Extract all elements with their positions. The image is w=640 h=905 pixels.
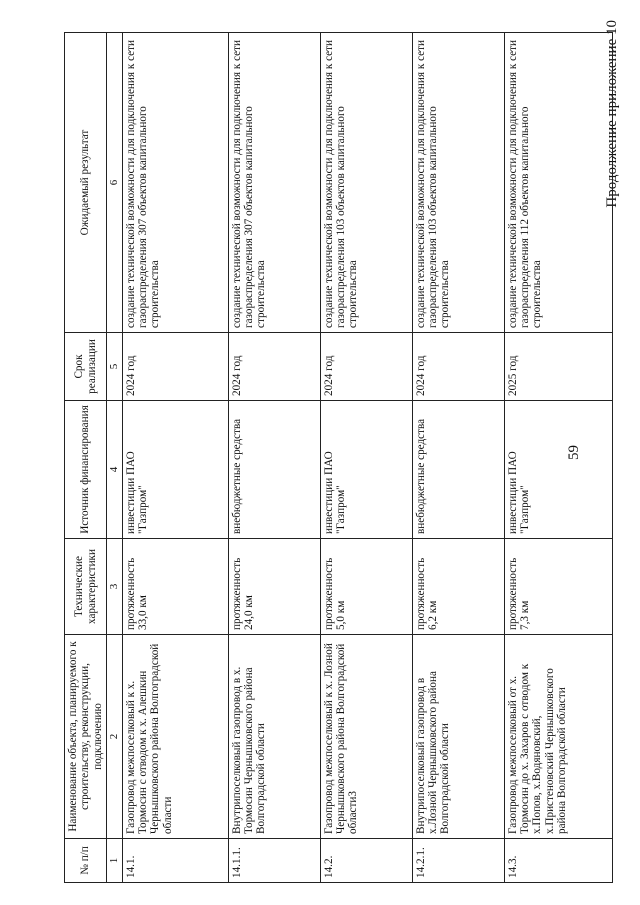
page-number: 59 xyxy=(566,445,582,460)
funding-source-cell: инвестиции ПАО "Газпром" xyxy=(504,401,612,539)
table-row xyxy=(122,33,228,883)
header-num: № п/п xyxy=(65,839,107,883)
object-name-cell: Газопровод межпоселковый к х. Лозной Чернышковского района Волгоградской области3 xyxy=(320,635,412,839)
result-cell: создание технической возможности для подключения к сети газораспределения 112 объектов капитального строительства xyxy=(504,33,612,333)
row-number-cell: 14.2.1. xyxy=(412,839,504,883)
tech-specs-cell: протяженность 7,3 км xyxy=(504,539,612,635)
row-number-cell: 14.1.1. xyxy=(228,839,320,883)
term-cell: 2024 год xyxy=(412,333,504,401)
tech-specs-cell: протяженность 24,0 км xyxy=(228,539,320,635)
table-body xyxy=(122,33,612,883)
header-term: Срок реализации xyxy=(65,333,107,401)
column-number: 1 xyxy=(107,839,122,883)
tech-specs-cell: протяженность 6,2 км xyxy=(412,539,504,635)
header-result: Ожидаемый результат xyxy=(65,33,107,333)
funding-source-cell: внебюджетные средства xyxy=(228,401,320,539)
result-cell: создание технической возможности для подключения к сети газораспределения 307 объектов капитального строительства xyxy=(122,33,228,333)
funding-source-cell: инвестиции ПАО "Газпром" xyxy=(320,401,412,539)
table-row xyxy=(320,33,412,883)
column-number: 5 xyxy=(107,333,122,401)
table-row xyxy=(504,33,612,883)
row-number-cell: 14.1. xyxy=(122,839,228,883)
term-cell: 2024 год xyxy=(320,333,412,401)
tech-specs-cell: протяженность 33,0 км xyxy=(122,539,228,635)
term-cell: 2024 год xyxy=(228,333,320,401)
result-cell: создание технической возможности для подключения к сети газораспределения 307 объектов капитального строительства xyxy=(228,33,320,333)
column-number-row xyxy=(107,33,122,883)
tech-specs-cell: протяженность 5,0 км xyxy=(320,539,412,635)
funding-source-cell: инвестиции ПАО "Газпром" xyxy=(122,401,228,539)
header-row xyxy=(65,33,107,883)
object-name-cell: Газопровод межпоселковый от х. Тормосин до х. Захаров с отводом к х.Попов, х.Водяновский, х.Пристеновский Чернышковского района Волгоградской области xyxy=(504,635,612,839)
header-object-name: Наименование объекта, планируемого к строительству, реконструкции, подключению xyxy=(65,635,107,839)
result-cell: создание технической возможности для подключения к сети газораспределения 103 объектов капитального строительства xyxy=(412,33,504,333)
funding-source-cell: внебюджетные средства xyxy=(412,401,504,539)
column-number: 2 xyxy=(107,635,122,839)
column-number: 4 xyxy=(107,401,122,539)
row-number-cell: 14.3. xyxy=(504,839,612,883)
object-name-cell: Внутрипоселковый газопровод в х. Тормосин Чернышковского района Волгоградской области xyxy=(228,635,320,839)
row-number-cell: 14.2. xyxy=(320,839,412,883)
term-cell: 2024 год xyxy=(122,333,228,401)
result-cell: создание технической возможности для подключения к сети газораспределения 103 объектов капитального строительства xyxy=(320,33,412,333)
object-name-cell: Внутрипоселковый газопровод в х.Лозной Чернышковского района Волгоградской области xyxy=(412,635,504,839)
header-funding-source: Источник финансирования xyxy=(65,401,107,539)
term-cell: 2025 год xyxy=(504,333,612,401)
table-row xyxy=(228,33,320,883)
object-name-cell: Газопровод межпоселковый к х. Тормосин с отводом к х. Алешкин Чернышковского района Волгоградской области xyxy=(122,635,228,839)
project-table xyxy=(64,32,613,883)
column-number: 3 xyxy=(107,539,122,635)
table-row xyxy=(412,33,504,883)
column-number: 6 xyxy=(107,33,122,333)
appendix-note: Продолжение приложение 10 xyxy=(604,20,620,208)
header-tech-specs: Технические характеристики xyxy=(65,539,107,635)
